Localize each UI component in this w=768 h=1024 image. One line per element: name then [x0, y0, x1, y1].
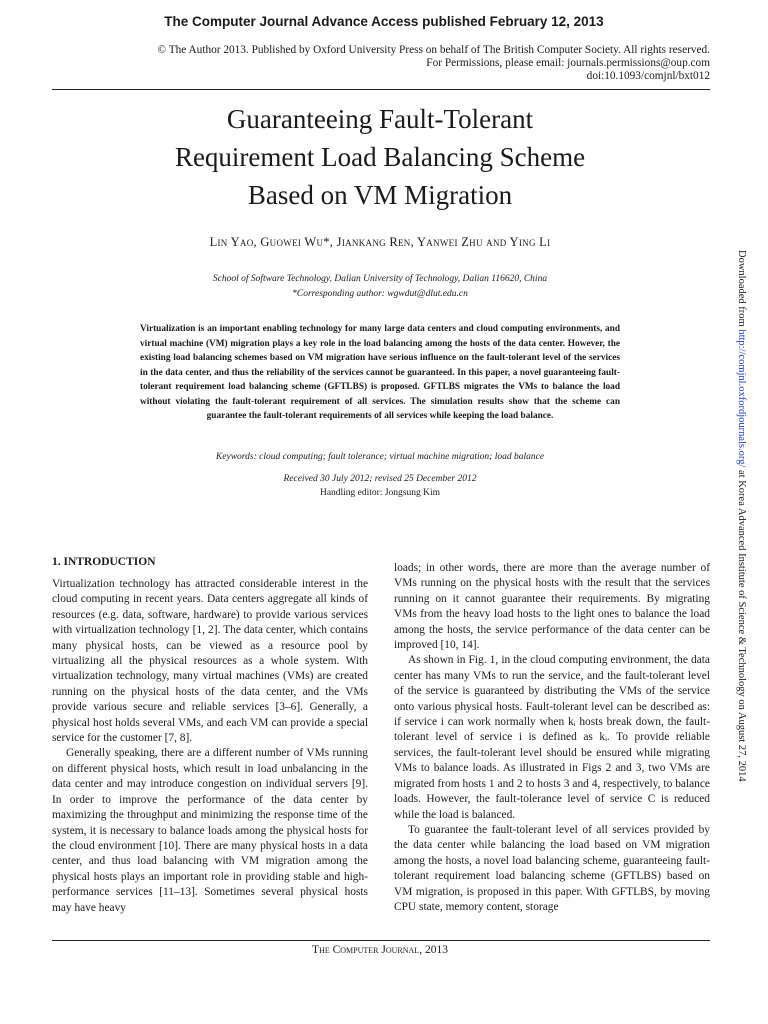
doi-line: doi:10.1093/comjnl/bxt012: [586, 70, 710, 82]
header-rule: [52, 89, 710, 90]
abstract: Virtualization is an important enabling technology for many large data centers and cloud computing environments, and virtual machine (VM) migration plays a key role in the load balancing among the hosts of the data center. However, the existing load balancing schemes based on VM migration have serious influence on the fault-tolerant level of the services in the data center, and thus the reliability of the services cannot be guaranteed. In this paper, a novel guaranteeing fault-tolerant requirement load balancing scheme (GFTLBS) is proposed. GFTLBS migrates the VMs to balance the load without violating the fault-tolerant requirement of all services. The simulation results show that the scheme can guarantee the fault-tolerant requirements of all services while keeping the load balance.: [140, 324, 620, 421]
title-line-1: Guaranteeing Fault-Tolerant: [226, 104, 534, 134]
footer-rule: [52, 940, 710, 941]
corresponding-author: *Corresponding author: wgwdut@dlut.edu.cn: [292, 289, 468, 299]
permissions-line: For Permissions, please email: journals.permissions@oup.com: [426, 57, 710, 69]
paragraph: Generally speaking, there are a different number of VMs running on different physical hosts, which result in load unbalancing in the data center and may introduce congestion on individual servers [9]. In order to improve the performance of the data center by maximizing the throughput and minimizing the response time of the system, it is necessary to balance loads among the physical hosts for the cloud environment [10]. There are many physical hosts in a data center, and thus load balancing with VM migration among the physical hosts plays an important role in providing stable and high-performance services [11–13]. Sometimes several physical hosts may have heavy: [52, 747, 368, 914]
download-prefix: Downloaded from: [736, 250, 747, 330]
received-dates: Received 30 July 2012; revised 25 December 2012: [283, 474, 477, 484]
section-heading: 1. INTRODUCTION: [52, 556, 156, 568]
right-column: [394, 561, 710, 915]
affiliation-school: School of Software Technology, Dalian University of Technology, Dalian 116620, China: [212, 274, 548, 284]
copyright-line: © The Author 2013. Published by Oxford University Press on behalf of The British Computer Society. All rights reserved.: [157, 44, 710, 56]
handling-editor: Handling editor: Jongsung Kim: [319, 488, 441, 498]
download-suffix: at Korea Advanced Institute of Science & Technology on August 27, 2014: [736, 467, 747, 782]
copyright-block: [158, 44, 710, 83]
title-line-2: Requirement Load Balancing Scheme: [174, 142, 586, 172]
paragraph: To guarantee the fault-tolerant level of all services provided by the data center while balancing the load based on VM migration among the hosts, a novel load balancing scheme, guaranteeing fault-tolerant requirement load balancing scheme (GFTLBS) based on VM migration, is proposed in this paper. With GFTLBS, by moving CPU state, memory content, storage: [394, 823, 710, 913]
left-column: [52, 577, 368, 916]
download-notice-text: [736, 250, 747, 782]
keywords: Keywords: cloud computing; fault tolerance; virtual machine migration; load balance: [215, 452, 545, 462]
author-list: Lin Yao, Guowei Wu*, Jiankang Ren, Yanwei Zhu and Ying Li: [209, 235, 551, 249]
paper-title: [0, 100, 760, 214]
download-notice: [736, 250, 756, 970]
paragraph: Virtualization technology has attracted considerable interest in the cloud computing in recent years. Data centers aggregate all kinds of resources (e.g. data, software, hardware) to provide various services with virtualization technology [1, 2]. The data center, which contains many physical hosts, can be viewed as a resource pool by virtualizing all the physical resources as a whole system. With virtualization technology, many virtual machines (VMs) are created running on the physical hosts of the data center, and the VMs provide various secure and reliable services [3–6]. Generally, a physical host holds several VMs, and each VM can provide a special service for the customer [7, 8].: [52, 578, 368, 745]
paragraph: loads; in other words, there are more than the average number of VMs running on the physical hosts with the result that the services running on it cannot guarantee their requirements. By migrating VMs from the heavy load hosts to the light ones to balance the load among the hosts, the service performance of the data center can be improved [10, 14].: [394, 562, 710, 652]
paragraph: As shown in Fig. 1, in the cloud computing environment, the data center has many VMs to run the service, and the fault-tolerant level of the service is guaranteed by distributing the VMs of the service onto various physical hosts. Fault-tolerant level can be described as: if service i can work normally when kᵢ hosts break down, the fault-tolerant level of service i is defined as kᵢ. To provide reliable services, the fault-tolerant level should be ensured while migrating VMs to balance loads. As illustrated in Figs 2 and 3, two VMs are migrated from hosts 1 and 2 to hosts 3 and 4, respectively, to balance loads. However, the fault-tolerance level of service C is reduced while the load is balanced.: [394, 654, 710, 821]
page-footer: The Computer Journal, 2013: [312, 944, 448, 956]
journal-link[interactable]: http://comjnl.oxfordjournals.org/: [736, 329, 747, 468]
affiliation-block: [0, 272, 760, 302]
journal-banner: The Computer Journal Advance Access published February 12, 2013: [164, 14, 604, 29]
title-line-3: Based on VM Migration: [247, 180, 513, 210]
